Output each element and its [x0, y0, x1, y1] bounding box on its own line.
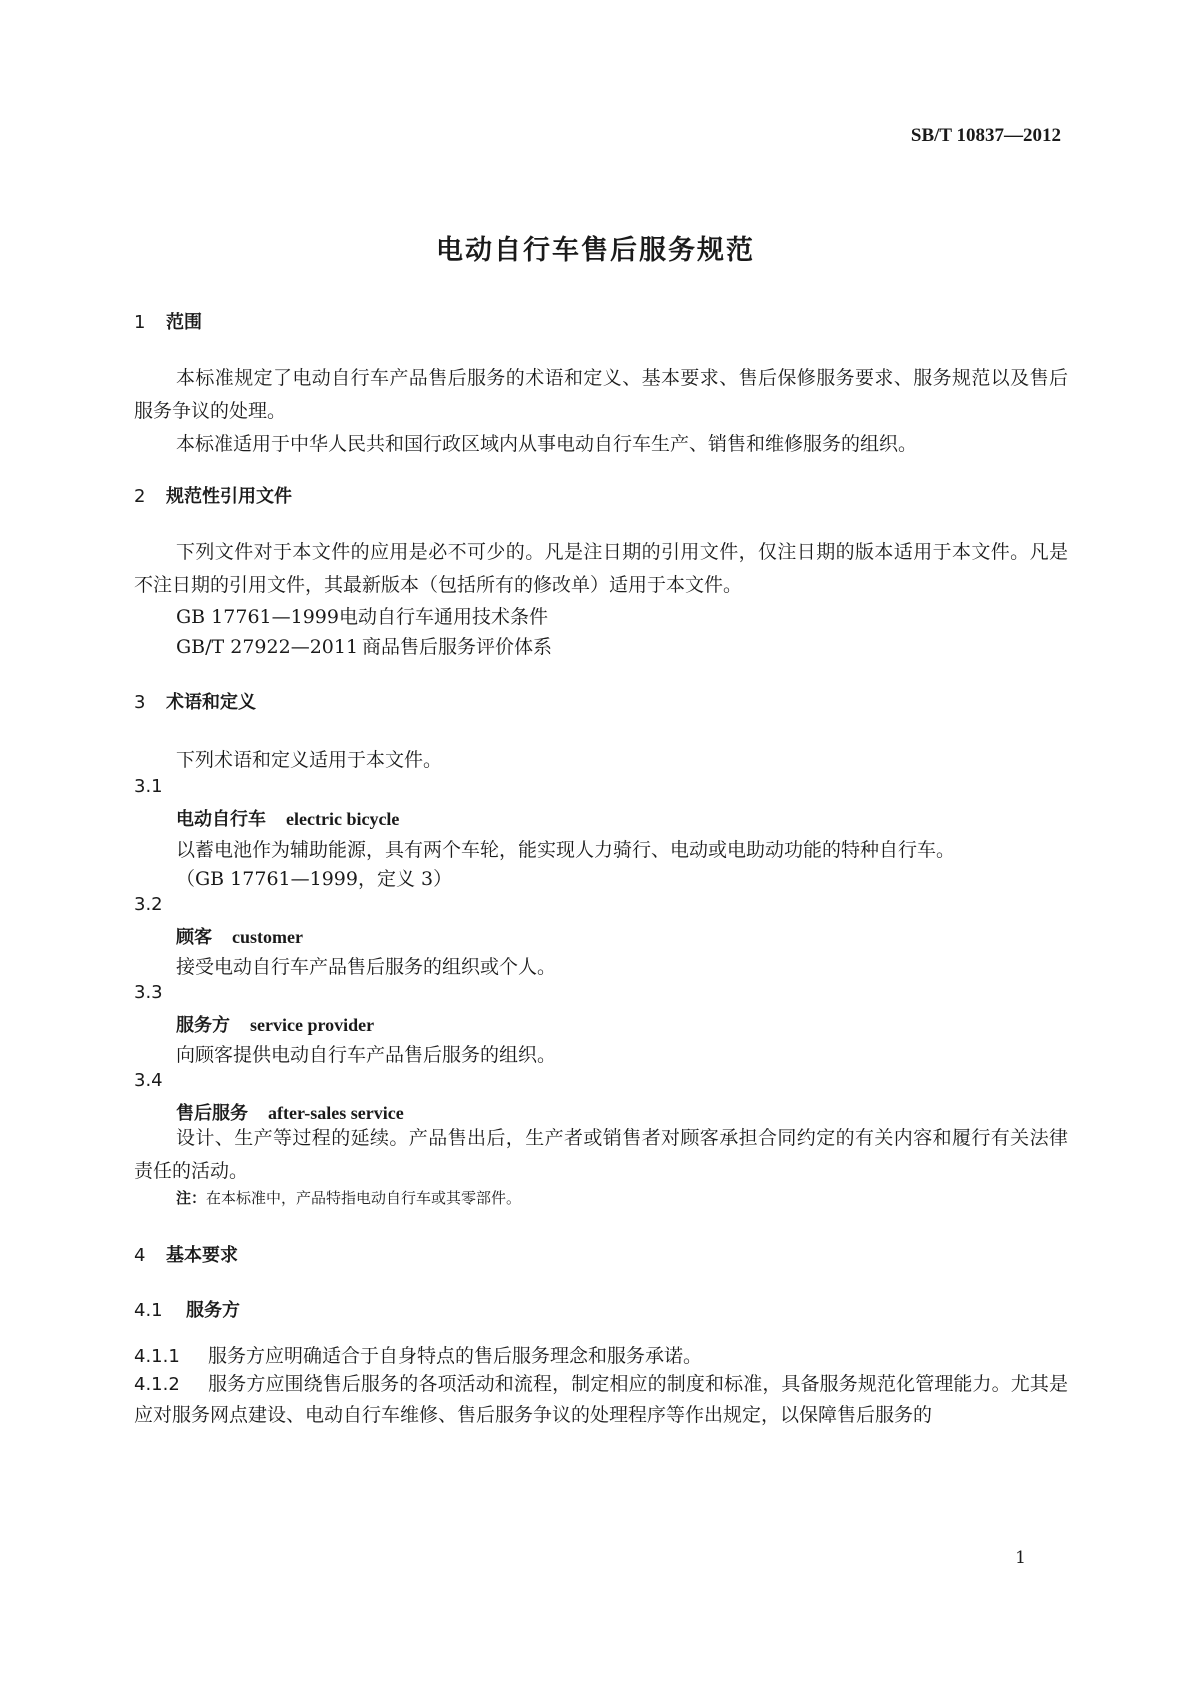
term-definition: 以蓄电池作为辅助能源，具有两个车轮，能实现人力骑行、电动或电助动功能的特种自行车。 — [176, 839, 956, 861]
clause-item — [134, 1369, 1068, 1431]
section-4-heading — [134, 1241, 238, 1267]
document-title: 电动自行车售后服务规范 — [436, 235, 755, 266]
term-en: after-sales service — [268, 1103, 404, 1123]
section-1-paragraph-2: 本标准适用于中华人民共和国行政区域内从事电动自行车生产、销售和维修服务的组织。 — [176, 433, 918, 455]
section-title: 范围 — [166, 312, 202, 333]
reference-title: 电动自行车通用技术条件 — [338, 606, 548, 628]
normative-reference — [176, 602, 548, 629]
term-zh: 顾客 — [176, 927, 212, 948]
section-title: 基本要求 — [166, 1245, 238, 1266]
note-text: 在本标准中，产品特指电动自行车或其零部件。 — [206, 1189, 522, 1207]
term-definition: 向顾客提供电动自行车产品售后服务的组织。 — [176, 1044, 557, 1066]
section-2-paragraph-1: 下列文件对于本文件的应用是必不可少的。凡是注日期的引用文件，仅注日期的版本适用于本文件。凡是不注日期的引用文件，其最新版本（包括所有的修改单）适用于本文件。 — [134, 541, 1068, 596]
term-number: 3.3 — [134, 982, 163, 1003]
term-zh: 电动自行车 — [176, 809, 266, 830]
subsection-4-1-heading — [134, 1296, 240, 1322]
term-heading — [176, 805, 399, 831]
section-number: 3 — [134, 692, 146, 713]
term-en: service provider — [250, 1015, 375, 1035]
term-definition: 设计、生产等过程的延续。产品售出后，生产者或销售者对顾客承担合同约定的有关内容和履行有关法律责任的活动。 — [134, 1127, 1068, 1182]
standard-code: SB/T 10837—2012 — [910, 125, 1061, 146]
section-title: 术语和定义 — [166, 692, 256, 713]
note-label: 注： — [176, 1189, 207, 1207]
item-number: 4.1.1 — [134, 1346, 180, 1367]
reference-code: GB/T 27922—2011 — [176, 636, 359, 658]
term-number: 3.2 — [134, 894, 163, 915]
term-note — [176, 1187, 521, 1208]
term-definition: 接受电动自行车产品售后服务的组织或个人。 — [176, 956, 557, 978]
term-en: electric bicycle — [286, 809, 400, 829]
item-text: 服务方应围绕售后服务的各项活动和流程，制定相应的制度和标准，具备服务规范化管理能力。尤其是应对服务网点建设、电动自行车维修、售后服务争议的处理程序等作出规定，以保障售后服务的 — [134, 1373, 1068, 1426]
section-3-heading — [134, 688, 256, 714]
item-number: 4.1.2 — [134, 1374, 180, 1395]
term-heading — [176, 923, 303, 949]
reference-title: 商品售后服务评价体系 — [362, 636, 553, 658]
section-title: 规范性引用文件 — [166, 486, 292, 507]
clause-item — [134, 1341, 702, 1368]
subsection-title: 服务方 — [186, 1300, 240, 1321]
section-1-heading — [134, 308, 202, 334]
section-3-intro: 下列术语和定义适用于本文件。 — [176, 749, 443, 771]
term-zh: 售后服务 — [176, 1103, 248, 1124]
section-1-paragraph-1: 本标准规定了电动自行车产品售后服务的术语和定义、基本要求、售后保修服务要求、服务规范以及售后服务争议的处理。 — [134, 367, 1068, 422]
term-en: customer — [232, 927, 303, 947]
page-number: 1 — [1015, 1548, 1026, 1568]
normative-reference — [176, 632, 552, 659]
term-source: （GB 17761—1999，定义 3） — [176, 868, 453, 890]
term-number: 3.1 — [134, 776, 163, 797]
term-number: 3.4 — [134, 1070, 163, 1091]
item-text: 服务方应明确适合于自身特点的售后服务理念和服务承诺。 — [208, 1345, 703, 1367]
subsection-number: 4.1 — [134, 1300, 163, 1321]
term-zh: 服务方 — [176, 1015, 230, 1036]
section-number: 2 — [134, 486, 146, 507]
section-2-heading — [134, 482, 292, 508]
section-number: 1 — [134, 312, 146, 333]
section-number: 4 — [134, 1245, 146, 1266]
term-heading — [176, 1011, 374, 1037]
reference-code: GB 17761—1999 — [176, 606, 339, 628]
